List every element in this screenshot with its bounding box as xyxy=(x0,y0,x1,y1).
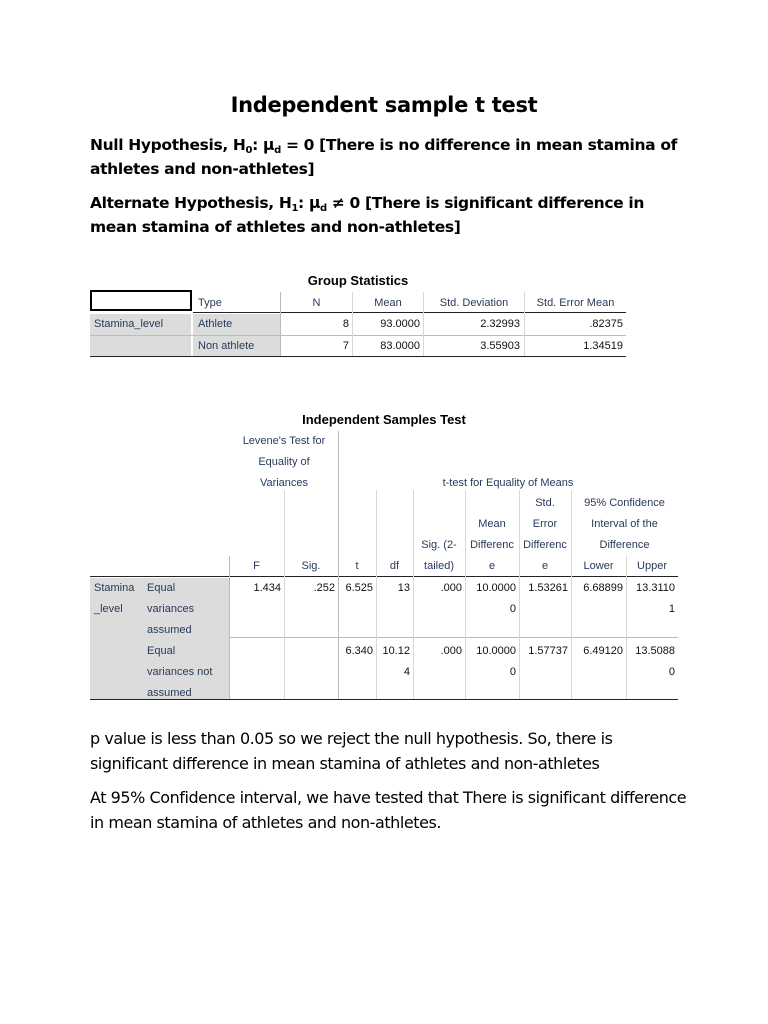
ci-header-line1: 95% Confidence xyxy=(584,497,665,509)
row1-md-line2: 0 xyxy=(509,603,516,615)
row2-label-line1: Equal xyxy=(147,645,176,657)
gs-row1-sd: 2.32993 xyxy=(480,318,520,330)
gs-row2-n: 7 xyxy=(342,340,349,352)
row2-label-line2: variances not xyxy=(147,666,213,678)
group-stats-corner-box xyxy=(90,290,192,311)
gs-row-label: Stamina_level xyxy=(94,318,164,330)
null-hyp-sub0: 0 xyxy=(245,145,253,156)
gs-row1-mean: 93.0000 xyxy=(380,318,420,330)
row1-se: 1.53261 xyxy=(528,582,568,594)
sig-header: Sig. xyxy=(301,560,321,572)
row2-t: 6.340 xyxy=(345,645,373,657)
ci-header-line2: Interval of the xyxy=(591,518,658,530)
row2-sig2: .000 xyxy=(440,645,462,657)
gs-header-type: Type xyxy=(198,297,222,309)
row1-md-line1: 10.0000 xyxy=(476,582,516,594)
ttest-header: t-test for Equality of Means xyxy=(442,477,574,489)
row1-label-line1: Equal xyxy=(147,582,176,594)
row1-label-line2: variances xyxy=(147,603,195,615)
row2-label-line3: assumed xyxy=(147,687,192,699)
row1-upper-line2: 1 xyxy=(668,603,675,615)
row2-upper-line2: 0 xyxy=(668,666,675,678)
sig2-header-line1: Sig. (2- xyxy=(421,539,457,551)
se-header-line4: e xyxy=(541,560,549,572)
df-header: df xyxy=(389,560,400,572)
row1-sig: .252 xyxy=(313,582,335,594)
null-hypothesis xyxy=(90,133,680,181)
row1-t: 6.525 xyxy=(345,582,373,594)
gs-header-n: N xyxy=(312,297,321,309)
row1-upper-line1: 13.3110 xyxy=(636,582,675,594)
gs-row2-sd: 3.55903 xyxy=(480,340,520,352)
row2-md-line1: 10.0000 xyxy=(476,645,516,657)
alt-hyp-sub1: 1 xyxy=(291,203,299,214)
levene-header-line1: Levene's Test for xyxy=(242,435,326,447)
row1-lower: 6.68899 xyxy=(583,582,623,594)
ind-test-title: Independent Samples Test xyxy=(302,412,466,427)
alt-hyp-rest: ≠ 0 [There is significant difference in mean stamina of athletes and non-athletes] xyxy=(90,194,645,236)
alt-hyp-prefix: Alternate Hypothesis, H xyxy=(90,194,292,212)
se-header-line3: Differenc xyxy=(523,539,567,551)
row2-upper-line1: 13.5088 xyxy=(635,645,675,657)
gs-row2-mean: 83.0000 xyxy=(380,340,420,352)
t-header: t xyxy=(355,560,359,572)
gs-row1-se: .82375 xyxy=(589,318,623,330)
alternate-hypothesis xyxy=(90,191,680,239)
ci-header-line3: Difference xyxy=(599,539,650,551)
null-hyp-prefix: Null Hypothesis, H xyxy=(90,136,246,154)
page-title: Independent sample t test xyxy=(230,93,538,117)
null-hyp-mid: : μ xyxy=(252,136,275,154)
row1-label-line3: assumed xyxy=(147,624,192,636)
conclusion-paragraph-1: p value is less than 0.05 so we reject the null hypothesis. So, there is significant difference in mean stamina of athletes and non-athletes xyxy=(90,729,613,773)
gs-row1-type: Athlete xyxy=(198,318,233,330)
gs-header-mean: Mean xyxy=(374,297,402,309)
f-header: F xyxy=(253,560,260,572)
lower-header: Lower xyxy=(583,560,614,572)
row2-df-line2: 4 xyxy=(403,666,410,678)
md-header-line1: Mean xyxy=(478,518,506,530)
row1-df: 13 xyxy=(397,582,410,594)
null-hyp-subd: d xyxy=(274,145,281,156)
row2-df-line1: 10.12 xyxy=(382,645,410,657)
gs-row1-n: 8 xyxy=(342,318,349,330)
ind-var-label-line2: _level xyxy=(94,603,123,615)
row2-se: 1.57737 xyxy=(528,645,568,657)
row1-f: 1.434 xyxy=(253,582,281,594)
null-hyp-rest: = 0 [There is no difference in mean stamina of athletes and non-athletes] xyxy=(90,136,678,178)
alt-hyp-mid: : μ xyxy=(298,194,320,212)
gs-row2-se: 1.34519 xyxy=(583,340,623,352)
gs-header-sd: Std. Deviation xyxy=(439,297,509,309)
md-header-line2: Differenc xyxy=(470,539,514,551)
upper-header: Upper xyxy=(637,560,667,572)
levene-header-line3: Variances xyxy=(259,477,309,489)
levene-header-line2: Equality of xyxy=(258,456,310,468)
alt-hyp-subd: d xyxy=(320,203,327,214)
se-header-line1: Std. xyxy=(535,497,555,509)
row2-lower: 6.49120 xyxy=(583,645,623,657)
md-header-line3: e xyxy=(488,560,496,572)
ind-var-label-line1: Stamina xyxy=(94,582,135,594)
gs-row2-type: Non athlete xyxy=(198,340,255,352)
row1-sig2: .000 xyxy=(440,582,462,594)
row2-md-line2: 0 xyxy=(509,666,516,678)
conclusion-paragraph-2: At 95% Confidence interval, we have tested that There is significant difference in mean stamina of athletes and non-athletes. xyxy=(90,788,687,832)
group-stats-title: Group Statistics xyxy=(307,273,409,288)
gs-header-se: Std. Error Mean xyxy=(536,297,615,309)
sig2-header-line2: tailed) xyxy=(424,560,454,572)
se-header-line2: Error xyxy=(532,518,558,530)
